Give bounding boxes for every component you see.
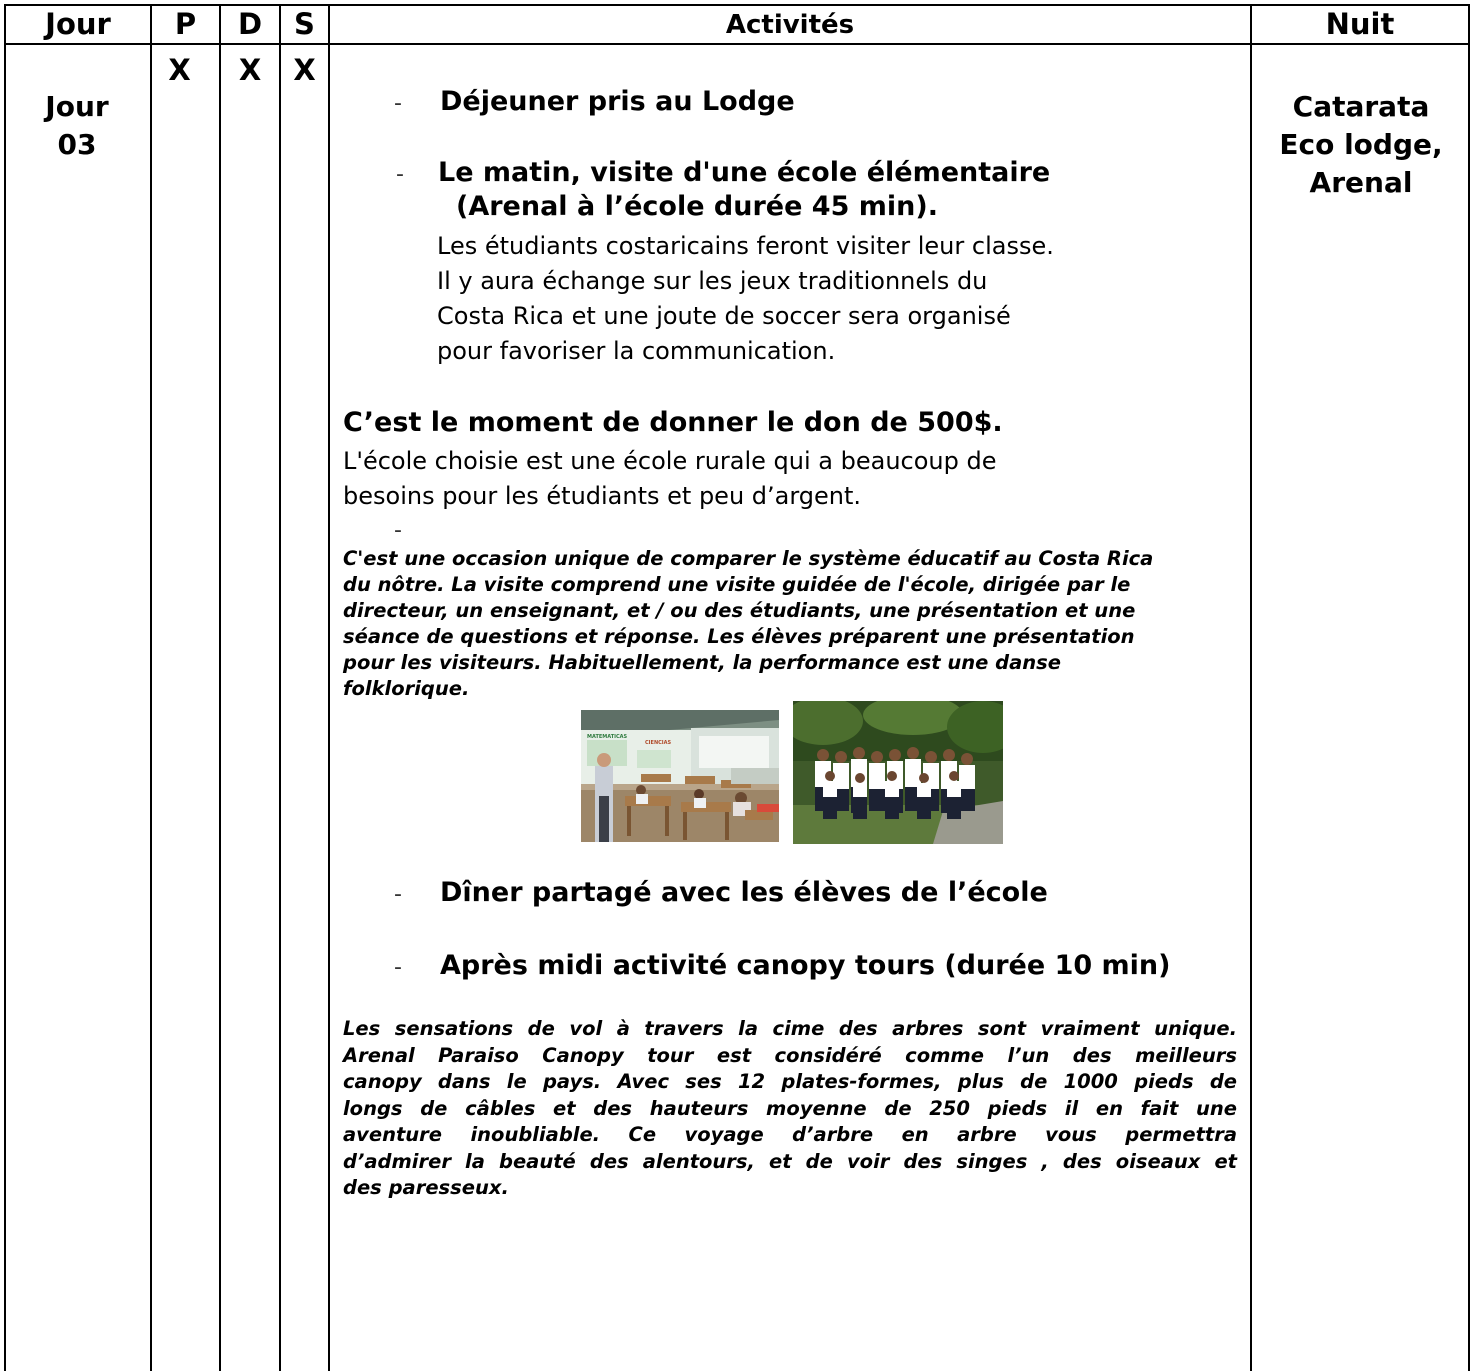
canopy-italic-line: [343, 1122, 1237, 1149]
header-s: S: [294, 7, 315, 41]
donation-desc-line: besoins pour les étudiants et peu d’argent.: [343, 482, 862, 510]
night-line-3: Arenal: [1309, 166, 1413, 199]
school-visit-desc-line: Costa Rica et une joute de soccer sera organisé: [437, 302, 1011, 330]
school-italic-line: pour les visiteurs. Habituellement, la performance est une danse: [343, 651, 1061, 674]
activity-item-school-visit: Le matin, visite d'une école élémentaire: [438, 157, 1051, 188]
school-visit-desc-line: Il y aura échange sur les jeux traditionnels du: [437, 267, 988, 295]
day-label: Jour: [45, 90, 109, 123]
header-nuit: Nuit: [1325, 7, 1395, 41]
students-group-photo: [793, 701, 1003, 844]
canopy-italic-line: [343, 1016, 1237, 1043]
col-border-right: [1468, 4, 1470, 1371]
col-border-s: [328, 4, 330, 1371]
activity-item-canopy: Après midi activité canopy tours (durée 10 min): [440, 950, 1171, 981]
bullet-dash: -: [394, 882, 402, 907]
donation-desc-line: L'école choisie est une école rurale qui a beaucoup de: [343, 447, 997, 475]
night-line-1: Catarata: [1292, 90, 1430, 123]
school-visit-desc-line: Les étudiants costaricains feront visiter leur classe.: [437, 232, 1054, 260]
bullet-dash: -: [394, 91, 402, 116]
header-p: P: [174, 7, 197, 41]
canopy-italic-paragraph: [343, 1016, 1237, 1202]
canopy-italic-text: canopy dans le pays. Avec ses 12 plates-formes, plus de 1000 pieds de: [343, 1070, 1237, 1093]
night-line-2: Eco lodge,: [1279, 128, 1443, 161]
canopy-italic-line: [343, 1175, 1237, 1202]
activity-item-lunch: Dîner partagé avec les élèves de l’école: [440, 877, 1048, 908]
header-activites: Activités: [725, 10, 855, 40]
col-border-left: [4, 4, 6, 1371]
classroom-photo-image: [581, 710, 779, 842]
meal-p-mark: X: [168, 53, 191, 87]
school-visit-desc-line: pour favoriser la communication.: [437, 337, 836, 365]
bullet-dash: -: [396, 162, 404, 187]
day-number: 03: [57, 128, 97, 161]
col-border-p: [219, 4, 221, 1371]
bullet-dash: -: [394, 518, 402, 543]
canopy-italic-text: d’admirer la beauté des alentours, et de voir des singes , des oiseaux et: [343, 1149, 1237, 1173]
night-cell: [1254, 88, 1468, 202]
day-cell: [4, 88, 150, 164]
canopy-italic-text: des paresseux.: [343, 1176, 509, 1199]
school-italic-line: C'est une occasion unique de comparer le système éducatif au Costa Rica: [343, 547, 1154, 570]
canopy-italic-line: [343, 1069, 1237, 1096]
classroom-sign-right: CIENCIAS: [645, 740, 672, 746]
col-border-d: [279, 4, 281, 1371]
activity-item-breakfast: Déjeuner pris au Lodge: [440, 86, 795, 117]
meal-d-mark: X: [238, 53, 262, 87]
header-d: D: [237, 7, 263, 41]
classroom-photo: [581, 710, 779, 842]
canopy-italic-line: [343, 1096, 1237, 1123]
school-italic-line: du nôtre. La visite comprend une visite guidée de l'école, dirigée par le: [343, 573, 1131, 596]
canopy-italic-line: [343, 1043, 1237, 1070]
activity-item-school-visit-duration: (Arenal à l’école durée 45 min).: [456, 191, 938, 222]
school-italic-line: folklorique.: [343, 677, 470, 700]
canopy-italic-line: [343, 1149, 1237, 1176]
canopy-italic-text: aventure inoubliable. Ce voyage d’arbre en arbre vous permettra: [343, 1123, 1237, 1146]
school-italic-line: séance de questions et réponse. Les élèves préparent une présentation: [343, 625, 1135, 648]
col-border-jour: [150, 4, 152, 1371]
school-italic-line: directeur, un enseignant, et / ou des étudiants, une présentation et une: [343, 599, 1136, 622]
canopy-italic-text: Arenal Paraiso Canopy tour est considéré comme l’un des meilleurs: [343, 1043, 1237, 1067]
donation-title: C’est le moment de donner le don de 500$.: [343, 407, 1003, 438]
classroom-sign-left: MATEMATICAS: [587, 734, 628, 740]
canopy-italic-text: Les sensations de vol à travers la cime des arbres sont vraiment unique.: [343, 1017, 1237, 1040]
col-border-activites: [1250, 4, 1252, 1371]
meal-s-mark: X: [293, 53, 316, 87]
canopy-italic-text: longs de câbles et des hauteurs moyenne de 250 pieds il en fait une: [343, 1096, 1237, 1120]
bullet-dash: -: [394, 955, 402, 980]
header-jour: Jour: [45, 7, 111, 41]
students-group-photo-image: [793, 701, 1003, 844]
